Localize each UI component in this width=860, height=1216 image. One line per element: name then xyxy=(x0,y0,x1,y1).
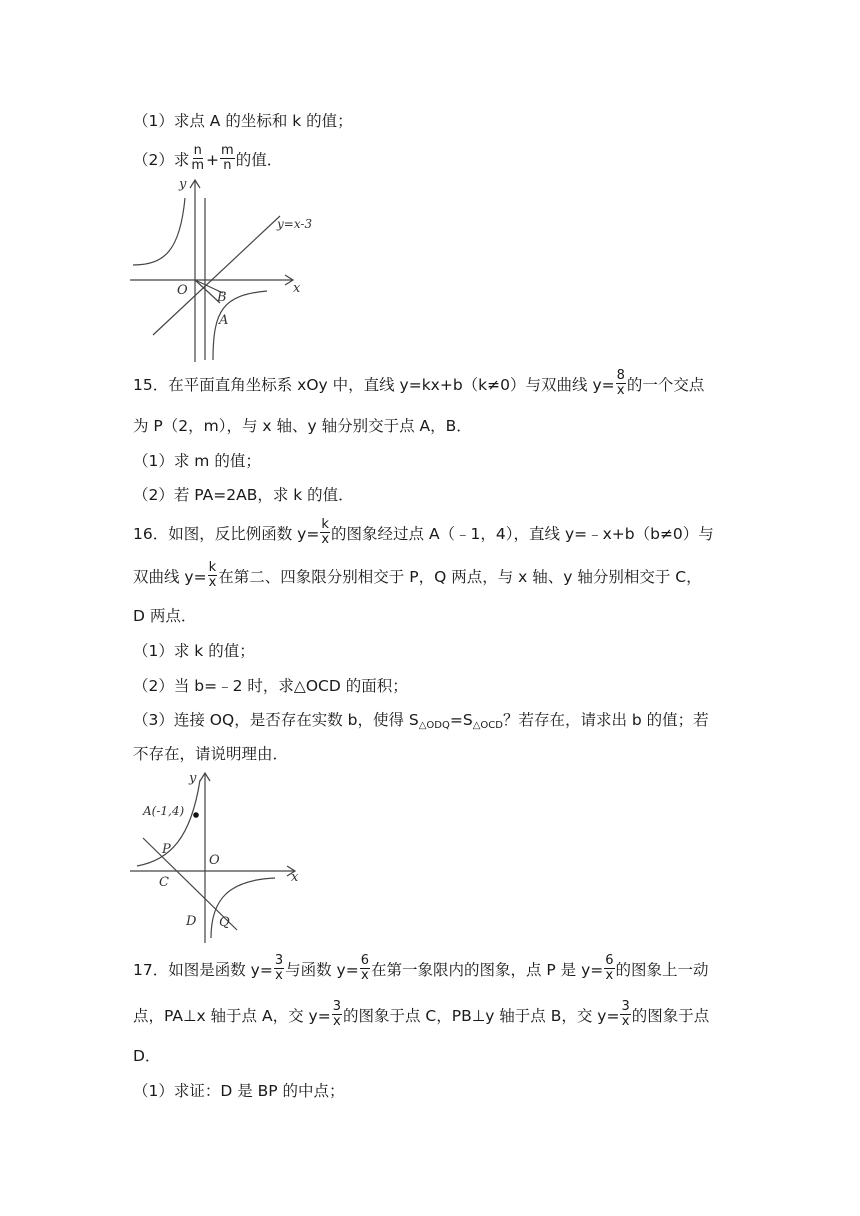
frac-num: n xyxy=(193,143,202,158)
frac-num: k xyxy=(208,560,217,575)
q15-text: 15．在平面直角坐标系 xOy 中，直线 y=kx+b（k≠0）与双曲线 y= xyxy=(133,376,615,394)
frac-den: m xyxy=(191,158,205,173)
q16-part3 xyxy=(133,709,709,737)
frac-den: x xyxy=(275,968,283,983)
frac-den: x xyxy=(360,968,369,983)
q15-part2: （2）若 PA=2AB，求 k 的值． xyxy=(133,486,354,504)
q15-line1 xyxy=(133,368,705,400)
a-label: A xyxy=(219,313,229,328)
x-label: x xyxy=(291,870,299,885)
q17-line1 xyxy=(133,953,709,985)
q15-part1: （1）求 m 的值； xyxy=(133,452,261,470)
q16-part2: （2）当 b=﹣2 时，求△OCD 的面积； xyxy=(133,677,408,695)
plus-sign: + xyxy=(206,151,220,169)
q17-line2 xyxy=(133,999,710,1031)
q17-text: 在第一象限内的图象，点 P 是 y= xyxy=(370,961,604,979)
q16-text: 16．如图，反比例函数 y= xyxy=(133,525,320,543)
q14-part1: （1）求点 A 的坐标和 k 的值； xyxy=(133,112,353,130)
q-label: Q xyxy=(219,915,230,930)
q16-text: 的图象经过点 A（﹣1，4），直线 y=﹣x+b（b≠0）与 xyxy=(331,525,714,543)
d-label: D xyxy=(186,914,197,929)
fraction-3-over-x xyxy=(620,1000,630,1029)
fraction-6-over-x xyxy=(360,954,370,983)
subscript: △OCD xyxy=(472,720,503,731)
line-y-x-3 xyxy=(153,216,280,335)
q16-line3: D 两点． xyxy=(133,607,197,625)
fraction-6-over-x xyxy=(604,954,614,983)
q16-line1 xyxy=(133,517,714,549)
frac-num: 8 xyxy=(616,368,625,383)
q17-text: 的图象于点 xyxy=(631,1007,710,1025)
frac-num: 6 xyxy=(360,953,369,968)
fraction-8-over-x xyxy=(616,369,626,398)
frac-num: 6 xyxy=(605,953,614,968)
fraction-n-over-m xyxy=(190,144,205,173)
fraction-k-over-x xyxy=(320,518,330,547)
q16-part3-line2: 不存在，请说明理由． xyxy=(133,745,289,763)
q16-part1: （1）求 k 的值； xyxy=(133,642,255,660)
frac-den: x xyxy=(208,575,217,590)
hyperbola-branch-2 xyxy=(133,198,185,265)
q17-text: 的图象于点 C，PB⊥y 轴于点 B，交 y= xyxy=(342,1007,620,1025)
p-label: P xyxy=(162,842,171,857)
frac-num: k xyxy=(321,517,329,532)
q15-line2: 为 P（2，m），与 x 轴、y 轴分别交于点 A，B． xyxy=(133,417,472,435)
fraction-k-over-x xyxy=(208,561,218,590)
line-label: y=x-3 xyxy=(277,217,313,231)
b-label: B xyxy=(217,290,227,305)
point-a xyxy=(193,812,199,818)
frac-num: m xyxy=(221,143,234,158)
o-label: O xyxy=(209,853,220,868)
q14-figure xyxy=(125,170,315,365)
frac-den: n xyxy=(223,158,232,173)
q15-text: 的一个交点 xyxy=(626,376,705,394)
q16-line2 xyxy=(133,560,702,592)
q14-part2-pre: （2）求 xyxy=(133,151,190,169)
frac-den: x xyxy=(605,968,614,983)
y-label: y xyxy=(189,771,197,786)
q16-text: =S xyxy=(449,711,473,729)
q17-text: 的图象上一动 xyxy=(615,961,709,979)
q16-text: 在第二、四象限分别相交于 P，Q 两点，与 x 轴、y 轴分别相交于 C， xyxy=(218,568,702,586)
frac-den: x xyxy=(332,1014,341,1029)
frac-den: x xyxy=(321,532,330,547)
q16-text: ？若存在，请求出 b 的值；若 xyxy=(502,711,709,729)
x-label: x xyxy=(293,281,301,296)
fraction-3-over-x xyxy=(274,954,284,983)
c-label: C xyxy=(159,875,169,890)
q17-text: 与函数 y= xyxy=(285,961,359,979)
q17-text: 17．如图是函数 y= xyxy=(133,961,273,979)
frac-num: 3 xyxy=(621,999,630,1014)
a-label: A(-1,4) xyxy=(143,804,185,818)
q16-figure xyxy=(125,768,315,946)
frac-num: 3 xyxy=(332,999,341,1014)
fraction-3-over-x xyxy=(332,1000,342,1029)
o-label: O xyxy=(177,283,188,298)
q17-part1: （1）求证：D 是 BP 的中点； xyxy=(133,1082,345,1100)
q14-part2-post: 的值． xyxy=(235,151,283,169)
frac-num: 3 xyxy=(274,953,284,968)
q16-text: （3）连接 OQ，是否存在实数 b，使得 S xyxy=(133,711,419,729)
frac-den: x xyxy=(616,383,625,398)
fraction-m-over-n xyxy=(220,144,235,173)
y-label: y xyxy=(179,177,187,192)
frac-den: x xyxy=(621,1014,630,1029)
subscript: △ODQ xyxy=(418,720,450,731)
q17-line3: D． xyxy=(133,1047,161,1065)
q17-text: 点，PA⊥x 轴于点 A，交 y= xyxy=(133,1007,331,1025)
q16-text: 双曲线 y= xyxy=(133,568,207,586)
